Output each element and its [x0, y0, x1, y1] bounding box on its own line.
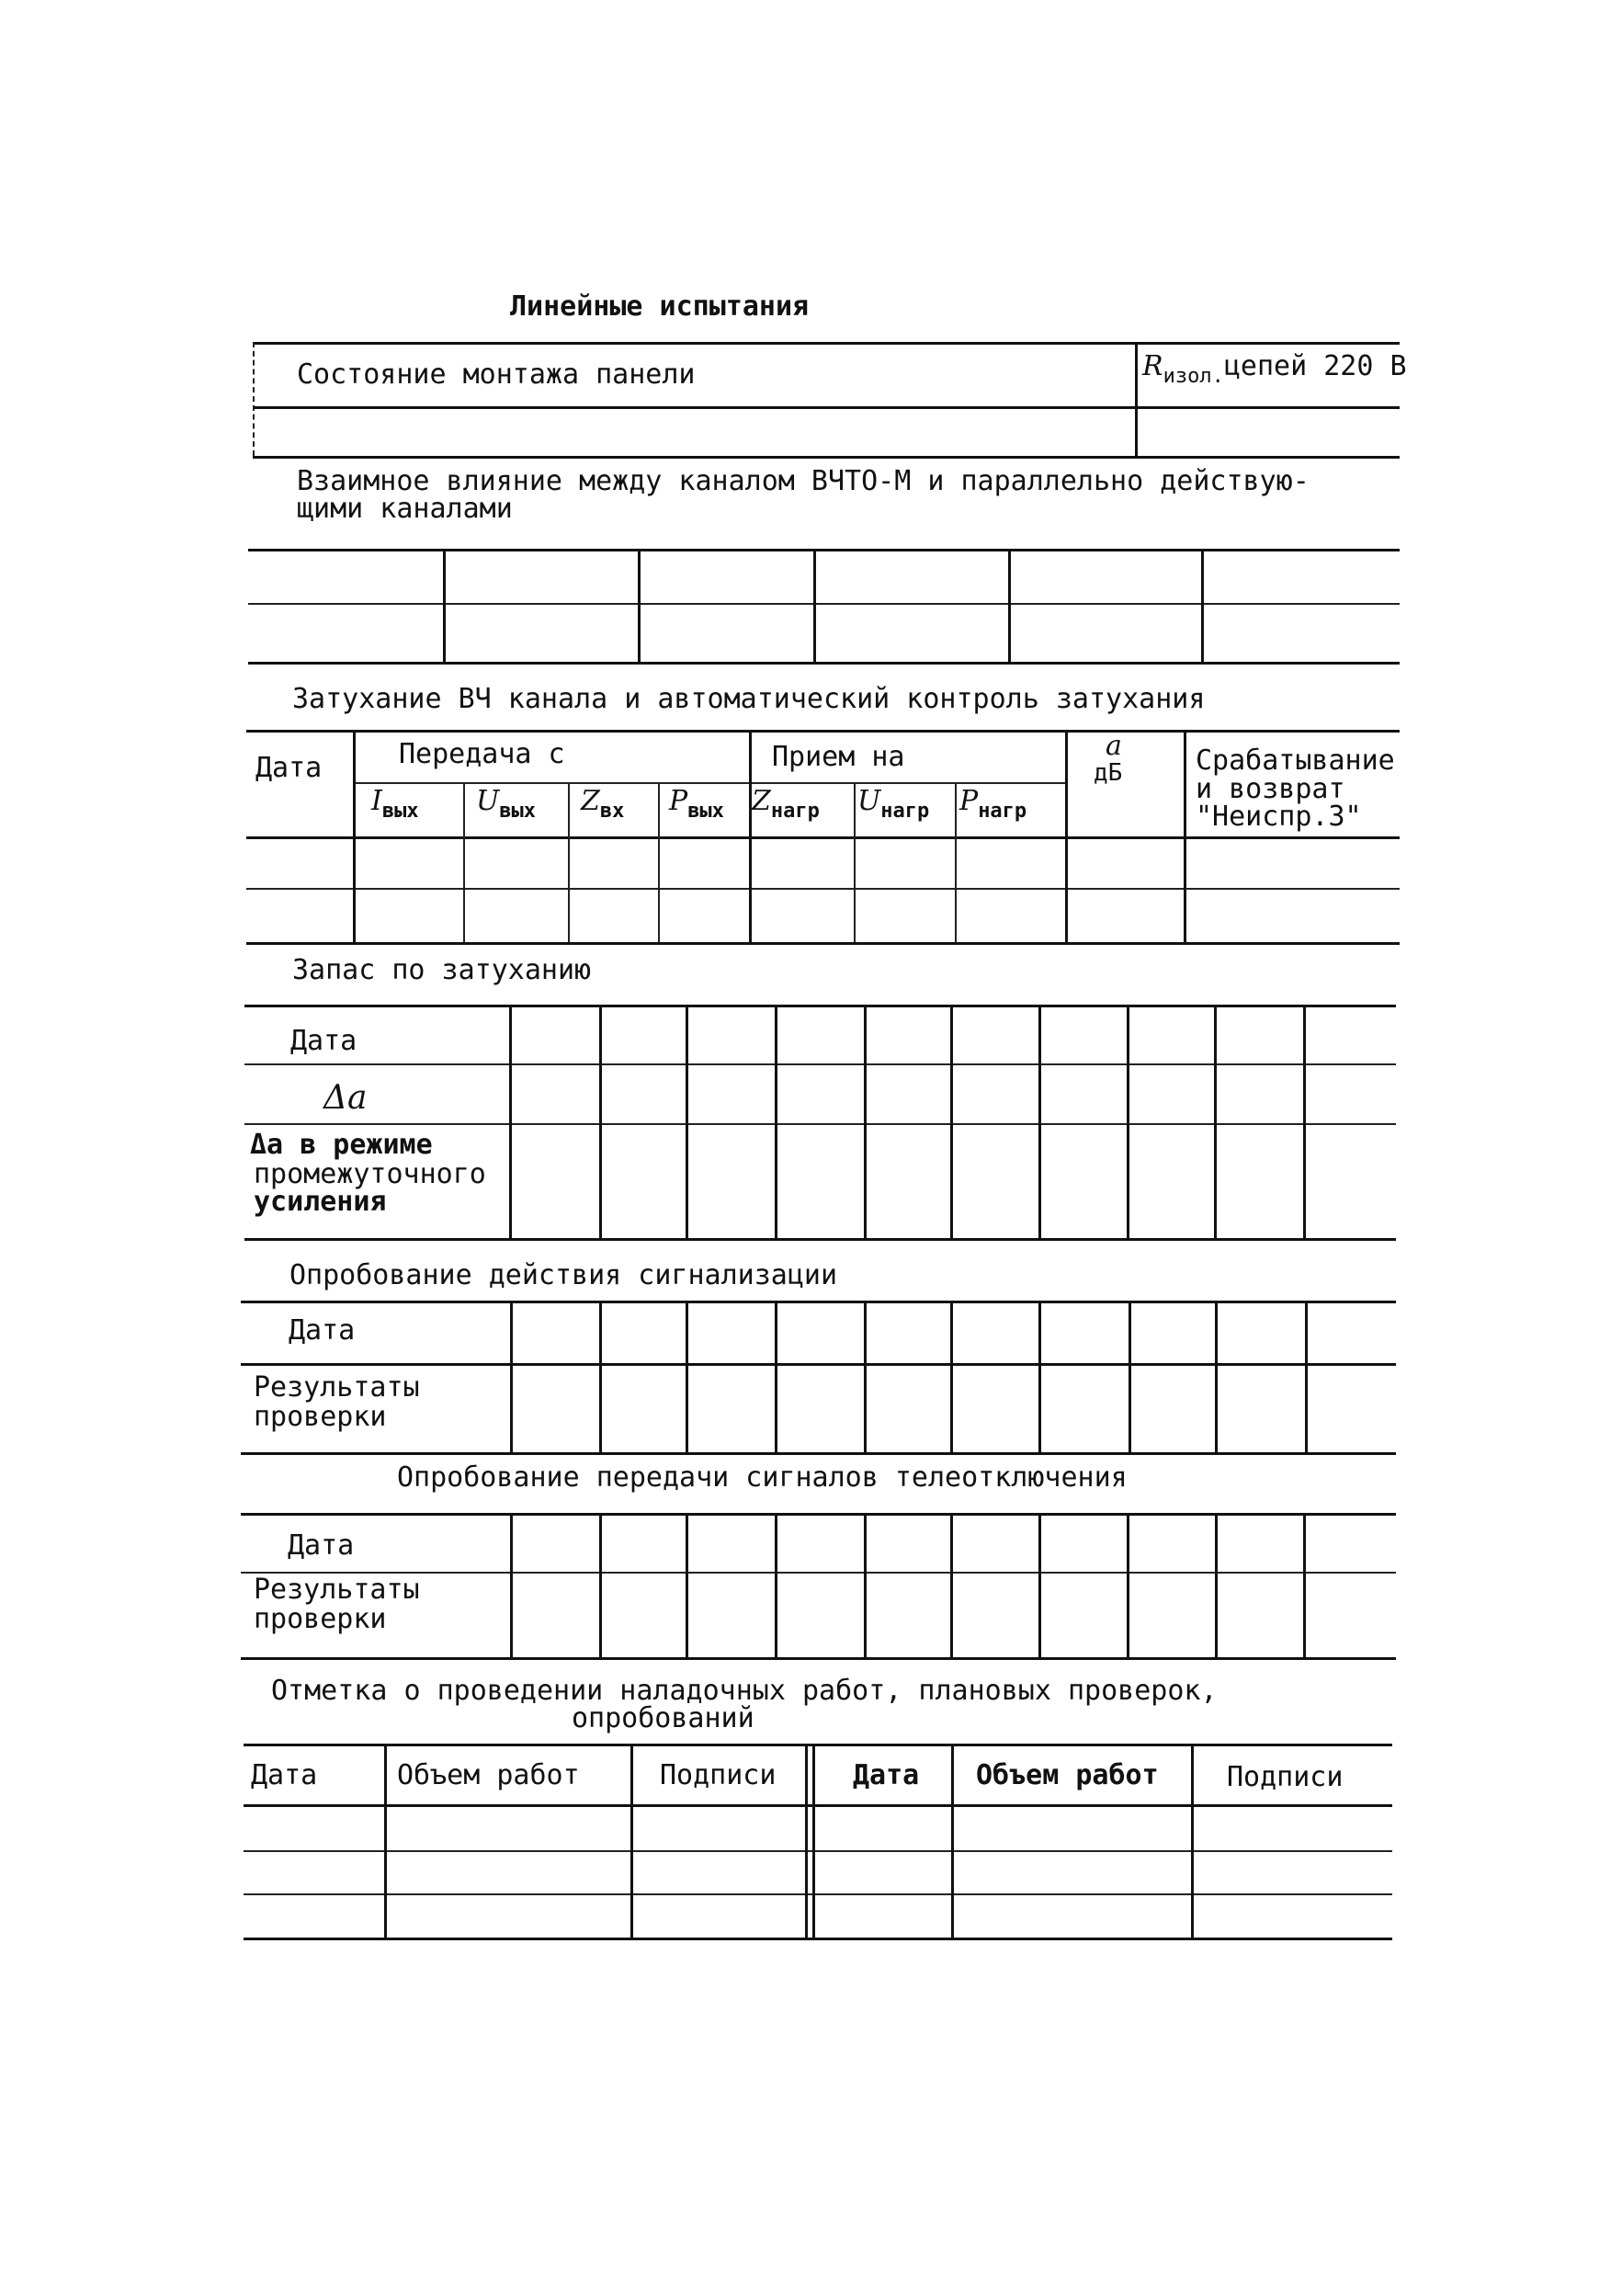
margin-mode-label-1: Δa в режиме: [250, 1129, 433, 1161]
alarm-test-heading: Опробование действия сигнализации: [289, 1259, 838, 1291]
teletrip-test-heading: Опробование передачи сигналов телеотключения: [397, 1461, 1128, 1494]
col-z-in: $Z_{вх}$: [581, 785, 625, 823]
works-col-date: Дата: [251, 1759, 318, 1791]
attenuation-db-unit: дБ: [1094, 759, 1123, 787]
attenuation-heading: Затухание ВЧ канала и автоматический контроль затухания: [292, 683, 1206, 715]
margin-mode-label-2: промежуточного: [254, 1158, 486, 1190]
margin-date-label: Дата: [290, 1025, 357, 1057]
trigger-header-3: "Неиспр.3": [1196, 801, 1362, 833]
mutual-influence-heading-2: щими каналами: [297, 493, 513, 525]
insulation-resistance-label: $R_{изол.}цепей$ 220 В: [1142, 350, 1407, 388]
margin-heading: Запас по затуханию: [292, 954, 592, 986]
mutual-influence-heading-1: Взаимное влияние между каналом ВЧТО-М и параллельно действую-: [297, 465, 1310, 497]
margin-mode-label-3: усиления: [254, 1186, 387, 1218]
margin-delta-a-label: Δa: [323, 1079, 368, 1117]
col-p-out: $P_{вых}$: [669, 785, 724, 823]
page-title: Линейные испытания: [510, 290, 810, 323]
attenuation-date-header: Дата: [255, 752, 323, 784]
trigger-header-2: и возврат: [1196, 773, 1345, 805]
receive-header: Прием на: [772, 741, 905, 773]
col-u-load: $U_{нагр}$: [857, 785, 930, 823]
col-z-load: $Z_{нагр}$: [752, 785, 820, 823]
panel-state-label: Состояние монтажа панели: [297, 358, 696, 391]
transmit-header: Передача с: [399, 738, 565, 770]
works-col-date-2: Дата: [853, 1759, 920, 1791]
attenuation-a-symbol: a: [1106, 730, 1122, 762]
works-record-heading-1: Отметка о проведении наладочных работ, плановых проверок,: [271, 1675, 1218, 1707]
works-col-volume-2: Объем работ: [976, 1759, 1159, 1791]
teletrip-test-result-label-1: Результаты: [254, 1574, 420, 1606]
teletrip-test-result-label-2: проверки: [254, 1603, 387, 1635]
col-i-out: $I_{вых}$: [371, 785, 419, 823]
works-col-signatures: Подписи: [660, 1759, 777, 1791]
col-p-load: $P_{нагр}$: [959, 785, 1027, 823]
works-record-heading-2: опробований: [572, 1702, 754, 1734]
teletrip-test-date-label: Дата: [288, 1529, 355, 1562]
col-u-out: $U_{вых}$: [476, 785, 537, 823]
alarm-test-result-label-2: проверки: [254, 1401, 387, 1433]
works-col-signatures-2: Подписи: [1227, 1761, 1344, 1793]
alarm-test-result-label-1: Результаты: [254, 1371, 420, 1404]
works-col-volume: Объем работ: [397, 1759, 580, 1791]
trigger-header-1: Срабатывание: [1196, 744, 1395, 777]
alarm-test-date-label: Дата: [289, 1314, 356, 1347]
